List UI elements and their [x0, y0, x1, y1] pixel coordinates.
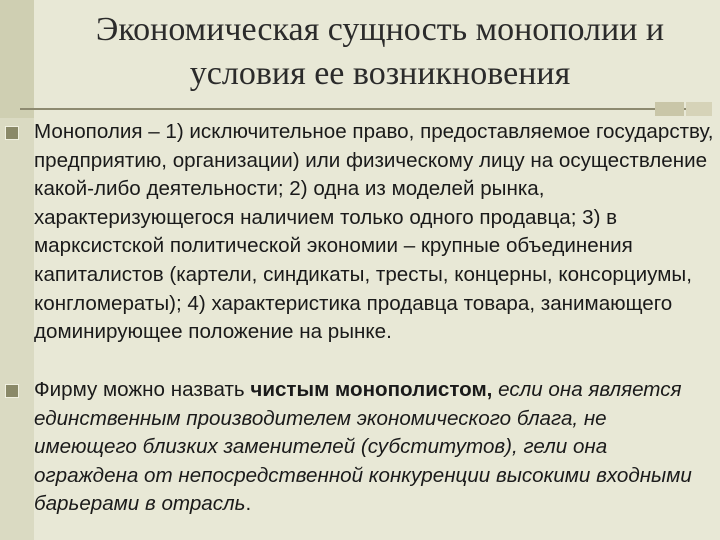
square-bullet-icon [5, 126, 19, 140]
bullet-text-italic: если она является единственным производителем экономического блага, не имеющего близких заменителей (субститутов), гели она ограждена от непосредственной конкуренции высокими входными барьерами в отрасль [34, 378, 692, 516]
square-bullet-icon [5, 384, 19, 398]
slide-title-line-1: Экономическая сущность монополии и [95, 11, 665, 48]
slide-body [0, 114, 720, 534]
bullet-text-prefix: Фирму можно назвать [34, 378, 251, 401]
bullet-text [34, 376, 710, 519]
bullet-text-bold-term: чистым монополистом, [250, 378, 493, 401]
title-divider [20, 108, 712, 110]
bullet-text: Монополия – 1) исключительное право, предоставляемое государству, предприятию, организации) или физическому лицу на осуществление какой-либо деятельности; 2) одна из моделей рынка, характеризующегося наличием только одного продавца; 3) в марксистской политической экономии – крупные объединения капиталистов (картели, синдикаты, тресты, концерны, консорциумы, конгломераты); 4) характеристика продавца товара, занимающего доминирующее положение на рынке. [34, 120, 714, 344]
top-left-decorative-block [0, 0, 34, 118]
slide-title [40, 8, 720, 96]
slide-title-line-2: условия ее возникновения [189, 55, 571, 92]
bullet-text-suffix: . [245, 492, 252, 516]
